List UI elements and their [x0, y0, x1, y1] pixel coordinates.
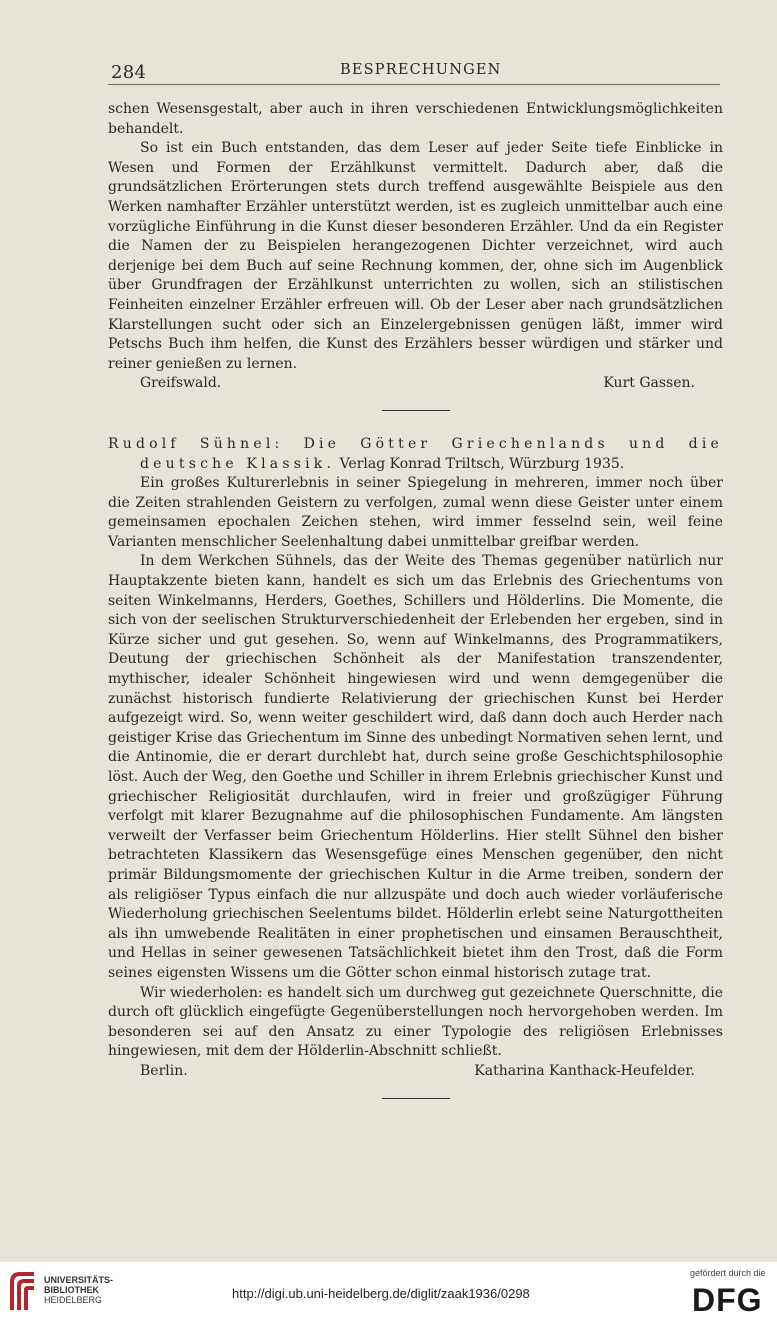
- page-number: 284: [111, 62, 147, 83]
- review2-signature: [108, 1062, 723, 1082]
- library-name-line-2: BIBLIOTHEK: [44, 1285, 99, 1295]
- review2-heading: [108, 435, 723, 474]
- section-divider: [382, 410, 450, 411]
- review2-place: Berlin.: [140, 1062, 188, 1079]
- section-divider-end: [382, 1098, 450, 1099]
- review2-paragraph-3: Wir wiederholen: es handelt sich um durchweg gut gezeichnete Querschnitte, die durch oft glücklich eingefügte Gegenüberstellungen noch hervorgehoben werden. Im besonderen sei auf den Ansatz zu einer Typologie des religiösen Erlebnisses hingewiesen, mit dem der Hölderlin-Abschnitt schließt.: [108, 984, 723, 1060]
- library-name: [44, 1275, 113, 1305]
- review1-paragraph-2: So ist ein Buch entstanden, das dem Leser auf jeder Seite tiefe Einblicke in Wesen und Formen der Erzählkunst vermittelt. Dadurch aber, daß die grundsätzlichen Erörterungen stets durch treffend ausgewählte Beispiele aus den Werken namhafter Erzähler unterstützt werden, ist es zugleich unmittelbar auch eine vorzügliche Einführung in die Kunst dieser besonderen Erzähler. Und da ein Register die Namen der zu Beispielen herangezogenen Dichter verzeichnet, wird auch derjenige bei dem Buch auf seine Rechnung kommen, der, ohne sich im Augenblick über Grundfragen der Erzählkunst unterrichten zu wollen, sich an stilistischen Feinheiten einzelner Erzähler erfreuen will. Ob der Leser aber nach grundsätzlichen Klarstellungen sucht oder sich an Einzelergebnissen genügen läßt, immer wird Petschs Buch ihm helfen, die Kunst des Erzählers besser würdigen und stärker und reiner genießen zu lernen.: [108, 140, 723, 372]
- header-title: BESPRECHUNGEN: [340, 62, 502, 78]
- dfg-logo-icon[interactable]: [690, 1282, 768, 1314]
- funded-by-label: gefördert durch die: [690, 1268, 766, 1278]
- review1-reviewer: Kurt Gassen.: [603, 375, 695, 392]
- review2-reviewer: Katharina Kanthack-Heufelder.: [474, 1062, 695, 1079]
- review1-place: Greifswald.: [140, 375, 222, 392]
- library-name-line-1: UNIVERSITÄTS-: [44, 1275, 114, 1285]
- permalink-url[interactable]: http://digi.ub.uni-heidelberg.de/diglit/zaak1936/0298: [232, 1286, 530, 1301]
- review2-paragraph-2: In dem Werkchen Sühnels, das der Weite des Themas gegenüber natürlich nur Hauptakzente bieten kann, handelt es sich um das Erlebnis des Griechentums von seiten Winkelmanns, Herders, Goethes, Schillers und Hölderlins. Die Momente, die sich von der seelischen Strukturverschiedenheit der Erlebenden her ergeben, sind in Kürze sicher und gut gesehen. So, wenn auf Winkelmanns, des Programmatikers, Deutung der griechischen Schönheit als der Manifestation transzendenter, mythischer, idealer Schönheit hingewiesen wird und wenn demgegenüber die zunächst historisch fundierte Relativierung der griechischen Kunst bei Herder aufgezeigt wird. So, wenn weiter geschildert wird, daß dann doch auch Herder nach geistiger Krise das Griechentum im Sinne des unbedingt Normativen sehen lernt, und die Antinomie, die er derart durchlebt hat, durch seine große Geschichtsphilosophie löst. Auch der Weg, den Goethe und Schiller in ihrem Erlebnis griechischer Kunst und griechischer Religiosität durchlaufen, wird in freier und großzügiger Führung verfolgt mit klarer Bezugnahme auf die philosophischen Fundamente. Am längsten verweilt der Verfasser beim Griechentum Hölderlins. Hier stellt Sühnel den bisher betrachteten Klassikern das Wesensgefüge eines Menschen gegenüber, den nicht primär Bildungsmomente der griechischen Kultur in die Arme treiben, sondern der als religiöser Typus einfach die nur allzuspäte und doch auch wieder vorläuferische Wiederholung griechischen Seelentums bildet. Hölderlin erlebt seine Naturgottheiten als ihn umwebende Realitäten in einer prophetischen und einsamen Berauschtheit, und Hellas in seiner gewesenen Tatsächlichkeit bietet ihm den Trost, daß die Form seines eigensten Wissens um die Götter schon einmal historisch zutage trat.: [108, 553, 723, 981]
- viewer-footer: [0, 1262, 777, 1318]
- library-name-line-3: HEIDELBERG: [44, 1295, 103, 1305]
- dfg-logo-text: DFG: [692, 1282, 763, 1314]
- page-body: [108, 100, 723, 1099]
- review2-paragraph-1: Ein großes Kulturerlebnis in seiner Spiegelung in mehreren, immer noch über die Zeiten strahlenden Geistern zu verfolgen, zumal wenn diese Geister unter einem gemeinsamen epochalen Zeichen stehen, wird immer fesselnd sein, weil feine Varianten menschlicher Seelenhaltung dabei unmittelbar greifbar werden.: [108, 475, 723, 550]
- review2-book-title: Rudolf Sühnel: Die Götter Griechenlands und die deutsche Klassik.: [108, 435, 723, 472]
- library-logo-icon[interactable]: [8, 1270, 38, 1312]
- review1-signature: [108, 374, 723, 394]
- review2-publisher: Verlag Konrad Triltsch, Würzburg 1935.: [335, 455, 625, 472]
- review1-paragraph-1: schen Wesensgestalt, aber auch in ihren verschiedenen Entwicklungsmöglichkeiten behandelt.: [108, 101, 723, 137]
- running-head: [108, 60, 720, 85]
